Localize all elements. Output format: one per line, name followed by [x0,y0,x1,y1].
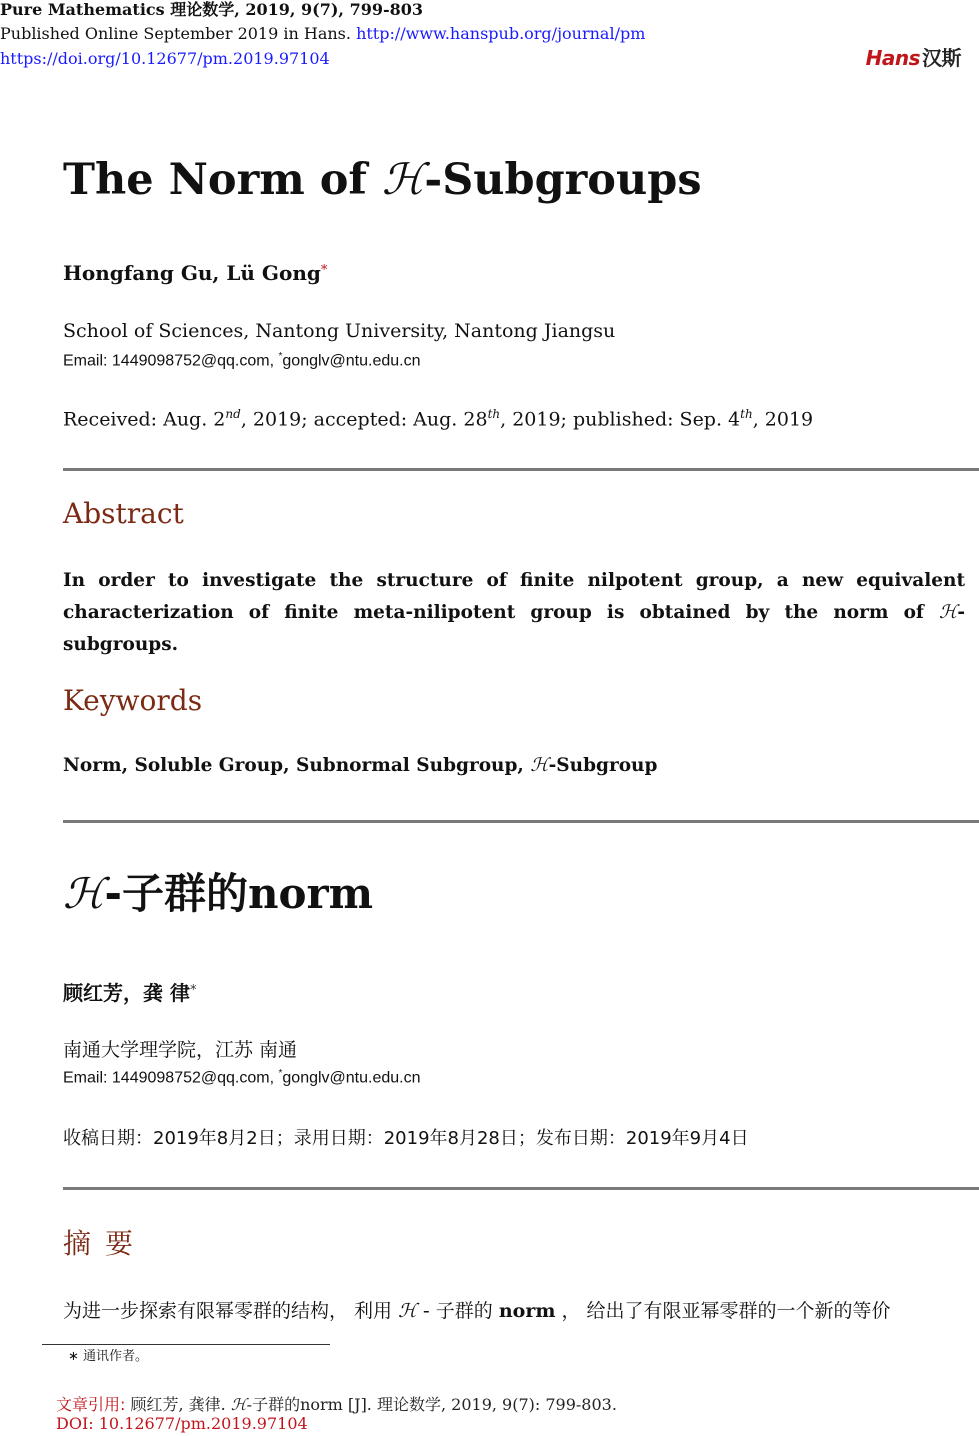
publication-dates [63,407,813,430]
citation [56,1392,617,1415]
footnote [68,1345,148,1364]
cn-authors-text: 顾红芳，龚 律 [63,981,190,1005]
title-symbol: ℋ [381,155,425,205]
logo-cn: 汉斯 [922,46,961,70]
chinese-abstract-body [63,1296,891,1323]
cn-title-en: norm [247,869,374,918]
dates-suffix: , 2019 [752,408,814,431]
keywords-text-2: -Subgroup [548,755,658,776]
journal-header: Pure Mathematics 理论数学, 2019, 9(7), 799-803 [0,0,424,19]
chinese-dates: 收稿日期：2019年8月2日；录用日期：2019年8月28日；发布日期：2019年9月4日 [63,1128,749,1149]
footnote-text: 通讯作者。 [83,1349,149,1364]
chinese-title [63,866,373,922]
cn-title-zh: -子群的 [104,869,248,918]
citation-text-1: 顾红芳, 龚律. [130,1395,231,1414]
citation-text-2: -子群的norm [J]. 理论数学, 2019, 9(7): 799-803. [246,1395,617,1414]
journal-link[interactable]: http://www.hanspub.org/journal/pm [356,24,646,43]
divider-rule [63,820,979,823]
title-prefix: The Norm of [63,155,382,205]
cn-corresponding-marker: * [189,983,197,998]
keywords-heading: Keywords [63,684,203,717]
abstract-symbol: ℋ [939,602,958,623]
received-date: Received: Aug. 2 [63,408,226,431]
accepted-date: , 2019; accepted: Aug. 28 [240,408,488,431]
chinese-abstract-heading: 摘要 [63,1227,148,1260]
affiliation: School of Sciences, Nantong University, Nantong Jiangsu [63,320,616,342]
hans-logo [866,42,961,71]
chinese-affiliation: 南通大学理学院，江苏 南通 [63,1039,298,1061]
published-sup: th [740,407,753,421]
divider-rule [63,468,979,471]
cn-email-second: gonglv@ntu.edu.cn [282,1069,421,1087]
accepted-sup: th [487,407,501,421]
cn-email-first: Email: 1449098752@qq.com, [63,1069,279,1087]
logo-latin: Hans [865,46,920,70]
email [63,351,421,370]
cn-abstract-text-1: 为进一步探索有限幂零群的结构， 利用 [63,1300,399,1322]
paper-title [63,152,702,208]
cn-abstract-text-2: - 子群的 [416,1300,499,1322]
keywords-symbol: ℋ [530,755,549,776]
chinese-authors [63,977,196,1006]
cn-abstract-symbol: ℋ [398,1300,417,1322]
cn-abstract-norm: norm [498,1300,556,1322]
citation-symbol: ℋ [230,1395,247,1414]
citation-label: 文章引用: [56,1395,131,1414]
email-second: gonglv@ntu.edu.cn [282,352,421,370]
footnote-marker: ∗ [68,1349,79,1364]
doi-link[interactable]: https://doi.org/10.12677/pm.2019.97104 [0,49,330,68]
chinese-email [63,1068,421,1087]
authors-text: Hongfang Gu, Lü Gong [63,261,321,285]
corresponding-marker: * [320,263,328,278]
citation-doi[interactable]: DOI: 10.12677/pm.2019.97104 [56,1414,308,1433]
email-first: Email: 1449098752@qq.com, [63,352,279,370]
cn-title-symbol: ℋ [63,869,105,918]
title-suffix: -Subgroups [424,155,702,205]
cn-email-marker: * [278,1068,283,1079]
abstract-heading: Abstract [63,497,184,530]
received-sup: nd [225,407,241,421]
published-date: , 2019; published: Sep. 4 [500,408,741,431]
abstract-text-2: -subgroups. [63,602,965,655]
keywords-body [63,755,657,776]
abstract-body [63,565,965,661]
divider-rule [63,1187,979,1190]
abstract-text-1: In order to investigate the structure of finite nilpotent group, a new equivalent characterization of finite meta-nilipotent group is obtained by the norm of [63,570,965,623]
published-text: Published Online September 2019 in Hans. [0,24,351,43]
authors [63,261,327,285]
keywords-text-1: Norm, Soluble Group, Subnormal Subgroup, [63,755,531,776]
cn-abstract-text-3: ， 给出了有限亚幂零群的一个新的等价 [555,1300,891,1322]
email-marker: * [278,351,283,362]
published-line [0,24,645,44]
